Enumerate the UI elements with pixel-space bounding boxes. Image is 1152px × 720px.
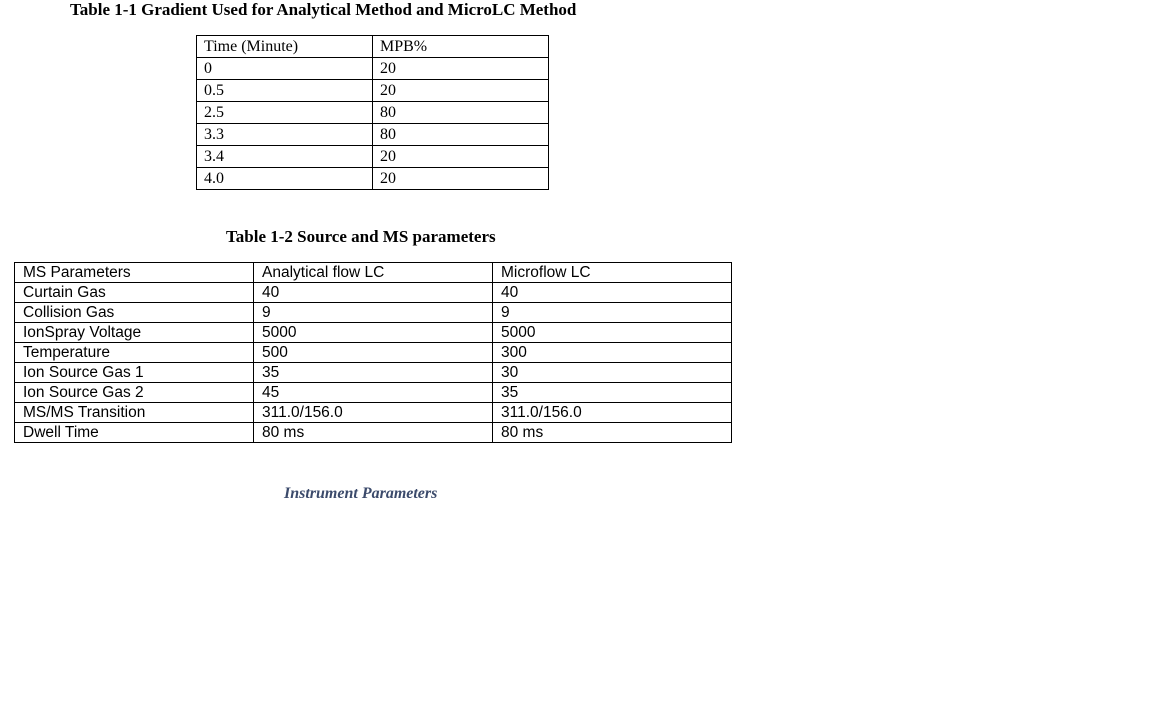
table-cell: 5000 xyxy=(493,323,732,343)
table-cell: 20 xyxy=(373,146,549,168)
table-cell: 3.3 xyxy=(197,124,373,146)
table-row xyxy=(197,124,549,146)
table-row xyxy=(197,146,549,168)
table-cell: MS Parameters xyxy=(15,263,254,283)
table-cell: 35 xyxy=(493,383,732,403)
table-cell: 9 xyxy=(254,303,493,323)
table-cell: 40 xyxy=(254,283,493,303)
table-cell: 2.5 xyxy=(197,102,373,124)
table-cell: Time (Minute) xyxy=(197,36,373,58)
table-cell: 311.0/156.0 xyxy=(254,403,493,423)
table-cell: Temperature xyxy=(15,343,254,363)
table-row xyxy=(197,168,549,190)
table-cell: Curtain Gas xyxy=(15,283,254,303)
table-row xyxy=(197,36,549,58)
table-cell: 311.0/156.0 xyxy=(493,403,732,423)
table-cell: 45 xyxy=(254,383,493,403)
table-cell: Ion Source Gas 2 xyxy=(15,383,254,403)
table-row xyxy=(15,343,732,363)
table-row xyxy=(197,58,549,80)
table-cell: 20 xyxy=(373,80,549,102)
table-cell: 30 xyxy=(493,363,732,383)
table-cell: IonSpray Voltage xyxy=(15,323,254,343)
table-cell: 35 xyxy=(254,363,493,383)
gradient-table xyxy=(196,35,549,190)
table-row xyxy=(15,363,732,383)
table-cell: 9 xyxy=(493,303,732,323)
section-heading: Instrument Parameters xyxy=(284,485,438,502)
table-cell: Collision Gas xyxy=(15,303,254,323)
table-cell: 80 xyxy=(373,102,549,124)
table-cell: 20 xyxy=(373,168,549,190)
table-cell: 80 ms xyxy=(254,423,493,443)
table-cell: Dwell Time xyxy=(15,423,254,443)
table-cell: 500 xyxy=(254,343,493,363)
table-row xyxy=(15,263,732,283)
table-cell: Ion Source Gas 1 xyxy=(15,363,254,383)
table-cell: 80 xyxy=(373,124,549,146)
table-2-caption: Table 1-2 Source and MS parameters xyxy=(226,227,496,246)
table-cell: 4.0 xyxy=(197,168,373,190)
table-row xyxy=(15,423,732,443)
table-cell: 40 xyxy=(493,283,732,303)
table-cell: MS/MS Transition xyxy=(15,403,254,423)
ms-parameters-table xyxy=(14,262,732,443)
table-row xyxy=(197,102,549,124)
table-row xyxy=(15,403,732,423)
table-row xyxy=(15,323,732,343)
table-cell: 0 xyxy=(197,58,373,80)
table-row xyxy=(15,283,732,303)
table-cell: Microflow LC xyxy=(493,263,732,283)
table-cell: 5000 xyxy=(254,323,493,343)
table-cell: 3.4 xyxy=(197,146,373,168)
table-cell: 20 xyxy=(373,58,549,80)
table-row xyxy=(15,383,732,403)
table-cell: 300 xyxy=(493,343,732,363)
table-row xyxy=(15,303,732,323)
table-row xyxy=(197,80,549,102)
table-cell: 80 ms xyxy=(493,423,732,443)
table-1-caption: Table 1-1 Gradient Used for Analytical Method and MicroLC Method xyxy=(70,0,577,19)
table-cell: 0.5 xyxy=(197,80,373,102)
table-cell: Analytical flow LC xyxy=(254,263,493,283)
table-cell: MPB% xyxy=(373,36,549,58)
